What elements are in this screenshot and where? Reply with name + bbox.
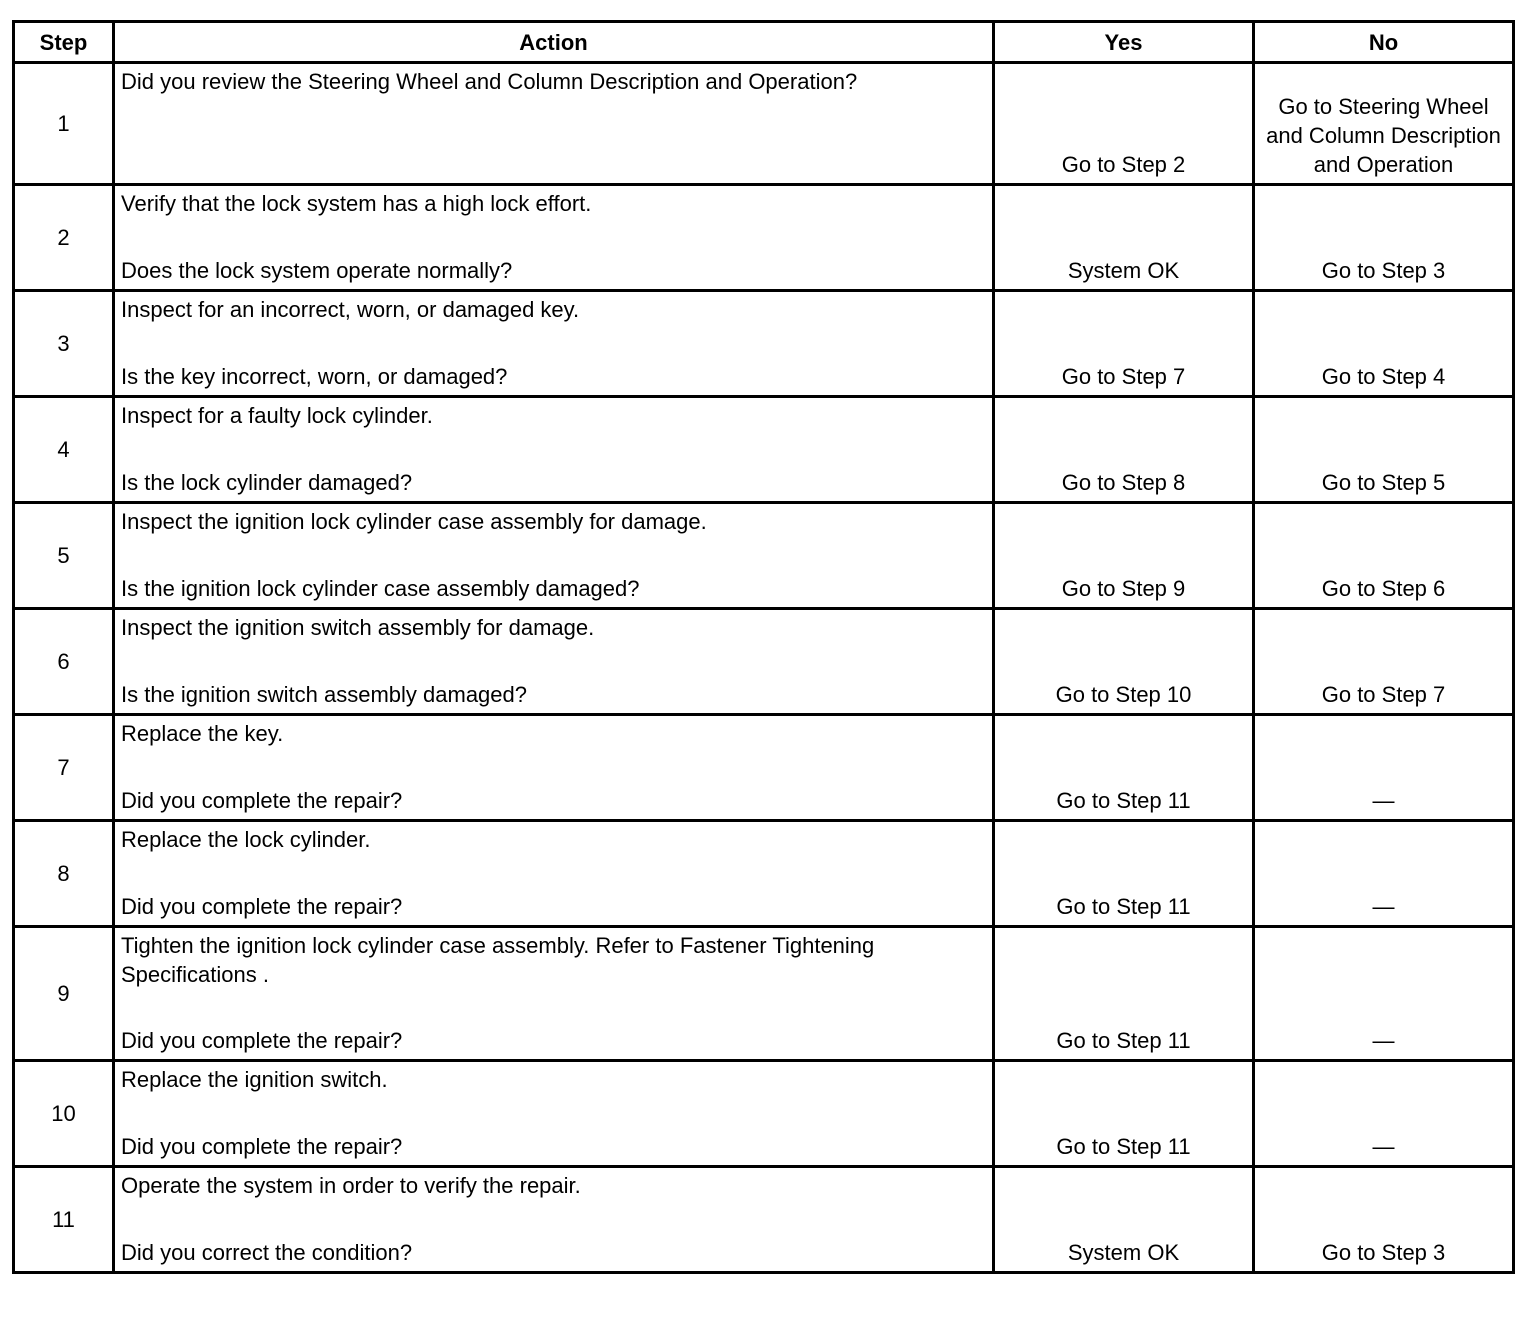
header-step: Step — [14, 22, 114, 63]
action-question: Is the ignition switch assembly damaged? — [121, 682, 527, 707]
action-cell — [114, 185, 994, 291]
action-cell — [114, 1061, 994, 1167]
action-instruction: Verify that the lock system has a high lock effort. — [121, 191, 592, 216]
action-instruction: Did you review the Steering Wheel and Column Description and Operation? — [121, 69, 858, 94]
action-instruction: Inspect for a faulty lock cylinder. — [121, 403, 433, 428]
yes-result: Go to Step 11 — [994, 715, 1254, 821]
action-instruction: Replace the ignition switch. — [121, 1067, 388, 1092]
step-number: 11 — [14, 1167, 114, 1273]
action-instruction: Operate the system in order to verify the repair. — [121, 1173, 581, 1198]
no-result: Go to Step 3 — [1254, 185, 1514, 291]
no-result: Go to Step 5 — [1254, 397, 1514, 503]
action-instruction: Replace the lock cylinder. — [121, 827, 371, 852]
step-number: 2 — [14, 185, 114, 291]
action-instruction: Inspect for an incorrect, worn, or damaged key. — [121, 297, 580, 322]
action-instruction: Inspect the ignition switch assembly for damage. — [121, 615, 595, 640]
yes-result: Go to Step 10 — [994, 609, 1254, 715]
action-cell — [114, 503, 994, 609]
table-row — [14, 63, 1514, 185]
yes-result: Go to Step 11 — [994, 1061, 1254, 1167]
yes-result: Go to Step 11 — [994, 927, 1254, 1061]
action-question: Did you complete the repair? — [121, 894, 403, 919]
action-question: Is the key incorrect, worn, or damaged? — [121, 364, 508, 389]
step-number: 7 — [14, 715, 114, 821]
no-result: Go to Step 7 — [1254, 609, 1514, 715]
step-number: 4 — [14, 397, 114, 503]
action-cell — [114, 397, 994, 503]
action-question: Did you complete the repair? — [121, 1028, 403, 1053]
action-question: Did you complete the repair? — [121, 1134, 403, 1159]
action-question: Did you complete the repair? — [121, 788, 403, 813]
action-question: Is the lock cylinder damaged? — [121, 470, 413, 495]
step-number: 9 — [14, 927, 114, 1061]
yes-result: Go to Step 9 — [994, 503, 1254, 609]
table-row — [14, 715, 1514, 821]
step-number: 10 — [14, 1061, 114, 1167]
yes-result: Go to Step 2 — [994, 63, 1254, 185]
action-instruction: Replace the key. — [121, 721, 284, 746]
no-result: — — [1254, 821, 1514, 927]
table-row — [14, 503, 1514, 609]
table-row — [14, 609, 1514, 715]
table-row — [14, 291, 1514, 397]
diagnostic-table — [12, 20, 1515, 1274]
no-result: Go to Step 4 — [1254, 291, 1514, 397]
action-instruction: Tighten the ignition lock cylinder case assembly. Refer to Fastener Tightening Specifications . — [121, 933, 875, 987]
step-number: 6 — [14, 609, 114, 715]
action-cell — [114, 1167, 994, 1273]
table-row — [14, 397, 1514, 503]
table-row — [14, 185, 1514, 291]
step-number: 8 — [14, 821, 114, 927]
action-cell — [114, 63, 994, 185]
action-question: Is the ignition lock cylinder case assembly damaged? — [121, 576, 640, 601]
table-row — [14, 1167, 1514, 1273]
action-cell — [114, 927, 994, 1061]
yes-result: System OK — [994, 1167, 1254, 1273]
action-question: Does the lock system operate normally? — [121, 258, 513, 283]
table-row — [14, 1061, 1514, 1167]
step-number: 3 — [14, 291, 114, 397]
no-result: Go to Step 3 — [1254, 1167, 1514, 1273]
header-yes: Yes — [994, 22, 1254, 63]
yes-result: Go to Step 7 — [994, 291, 1254, 397]
action-cell — [114, 821, 994, 927]
header-row — [14, 22, 1514, 63]
step-number: 5 — [14, 503, 114, 609]
action-question: Did you correct the condition? — [121, 1240, 413, 1265]
no-result: — — [1254, 715, 1514, 821]
yes-result: Go to Step 8 — [994, 397, 1254, 503]
header-no: No — [1254, 22, 1514, 63]
yes-result: Go to Step 11 — [994, 821, 1254, 927]
action-instruction: Inspect the ignition lock cylinder case assembly for damage. — [121, 509, 707, 534]
no-result: Go to Step 6 — [1254, 503, 1514, 609]
no-result: — — [1254, 1061, 1514, 1167]
action-cell — [114, 715, 994, 821]
action-cell — [114, 291, 994, 397]
action-cell — [114, 609, 994, 715]
table-row — [14, 927, 1514, 1061]
table-row — [14, 821, 1514, 927]
no-result: Go to Steering Wheel and Column Description and Operation — [1254, 63, 1514, 185]
header-action: Action — [114, 22, 994, 63]
no-result: — — [1254, 927, 1514, 1061]
yes-result: System OK — [994, 185, 1254, 291]
step-number: 1 — [14, 63, 114, 185]
